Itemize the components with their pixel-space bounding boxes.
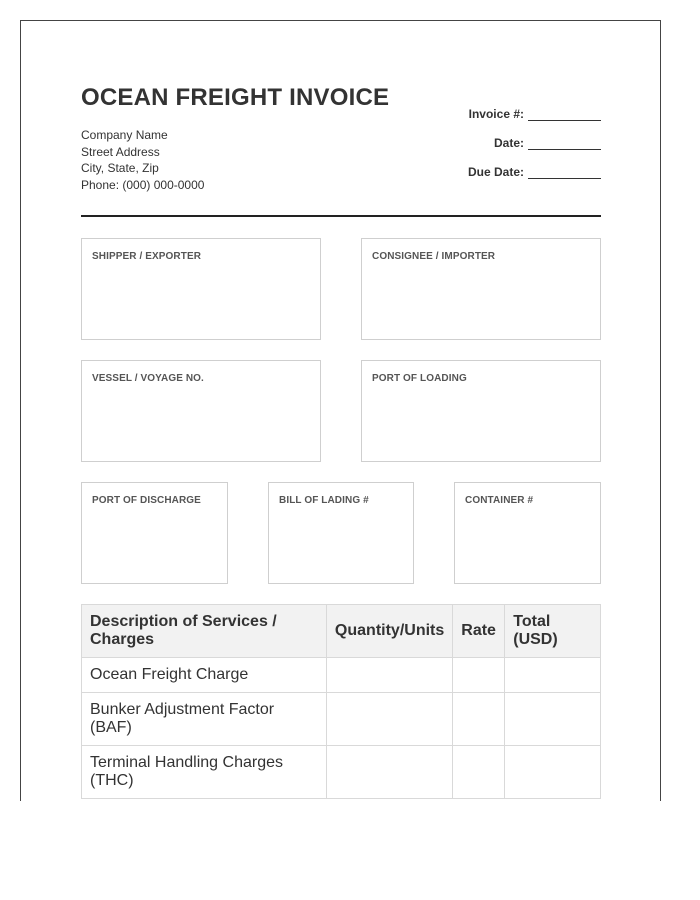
company-city: City, State, Zip	[81, 161, 159, 176]
row-total-cell[interactable]	[505, 746, 601, 799]
container-box[interactable]	[454, 482, 601, 584]
invoice-meta	[468, 92, 601, 179]
company-info	[81, 127, 204, 194]
charges-table	[81, 604, 601, 799]
row-rate-cell[interactable]	[453, 693, 505, 746]
row-description: Ocean Freight Charge	[82, 658, 327, 693]
row-total-cell[interactable]	[505, 693, 601, 746]
due-date-row	[468, 150, 601, 179]
header-divider	[81, 215, 601, 217]
date-label: Date:	[493, 136, 524, 150]
invoice-number-label: Invoice #:	[468, 107, 524, 121]
row-quantity-cell[interactable]	[326, 693, 452, 746]
row-quantity-cell[interactable]	[326, 658, 452, 693]
table-row	[82, 746, 601, 799]
table-row	[82, 693, 601, 746]
consignee-box[interactable]	[361, 238, 601, 340]
due-date-label: Due Date:	[467, 165, 524, 179]
header-total: Total (USD)	[505, 605, 601, 658]
bill-of-lading-label: BILL OF LADING #	[279, 495, 369, 506]
invoice-title: OCEAN FREIGHT INVOICE	[81, 84, 390, 111]
consignee-label: CONSIGNEE / IMPORTER	[372, 251, 496, 262]
vessel-box[interactable]	[81, 360, 321, 462]
row-rate-cell[interactable]	[453, 746, 505, 799]
port-discharge-label: PORT OF DISCHARGE	[92, 495, 201, 506]
company-name: Company Name	[81, 128, 168, 142]
invoice-number-field[interactable]	[528, 108, 601, 121]
row-rate-cell[interactable]	[453, 658, 505, 693]
company-phone: Phone: (000) 000-0000	[81, 178, 205, 193]
shipper-label: SHIPPER / EXPORTER	[92, 251, 202, 262]
date-field[interactable]	[528, 137, 601, 150]
invoice-number-row	[468, 92, 601, 121]
container-label: CONTAINER #	[465, 495, 534, 506]
port-loading-box[interactable]	[361, 360, 601, 462]
row-description: Bunker Adjustment Factor (BAF)	[82, 693, 327, 746]
header-description: Description of Services / Charges	[82, 605, 327, 658]
header-quantity: Quantity/Units	[326, 605, 452, 658]
date-row	[468, 121, 601, 150]
shipper-box[interactable]	[81, 238, 321, 340]
charges-header-row	[82, 605, 601, 658]
port-discharge-box[interactable]	[81, 482, 228, 584]
table-row	[82, 658, 601, 693]
row-description: Terminal Handling Charges (THC)	[82, 746, 327, 799]
due-date-field[interactable]	[528, 166, 601, 179]
bill-of-lading-box[interactable]	[268, 482, 414, 584]
row-quantity-cell[interactable]	[326, 746, 452, 799]
row-total-cell[interactable]	[505, 658, 601, 693]
header-rate: Rate	[453, 605, 505, 658]
port-loading-label: PORT OF LOADING	[372, 373, 467, 384]
company-street: Street Address	[81, 144, 160, 159]
vessel-label: VESSEL / VOYAGE NO.	[92, 373, 204, 384]
